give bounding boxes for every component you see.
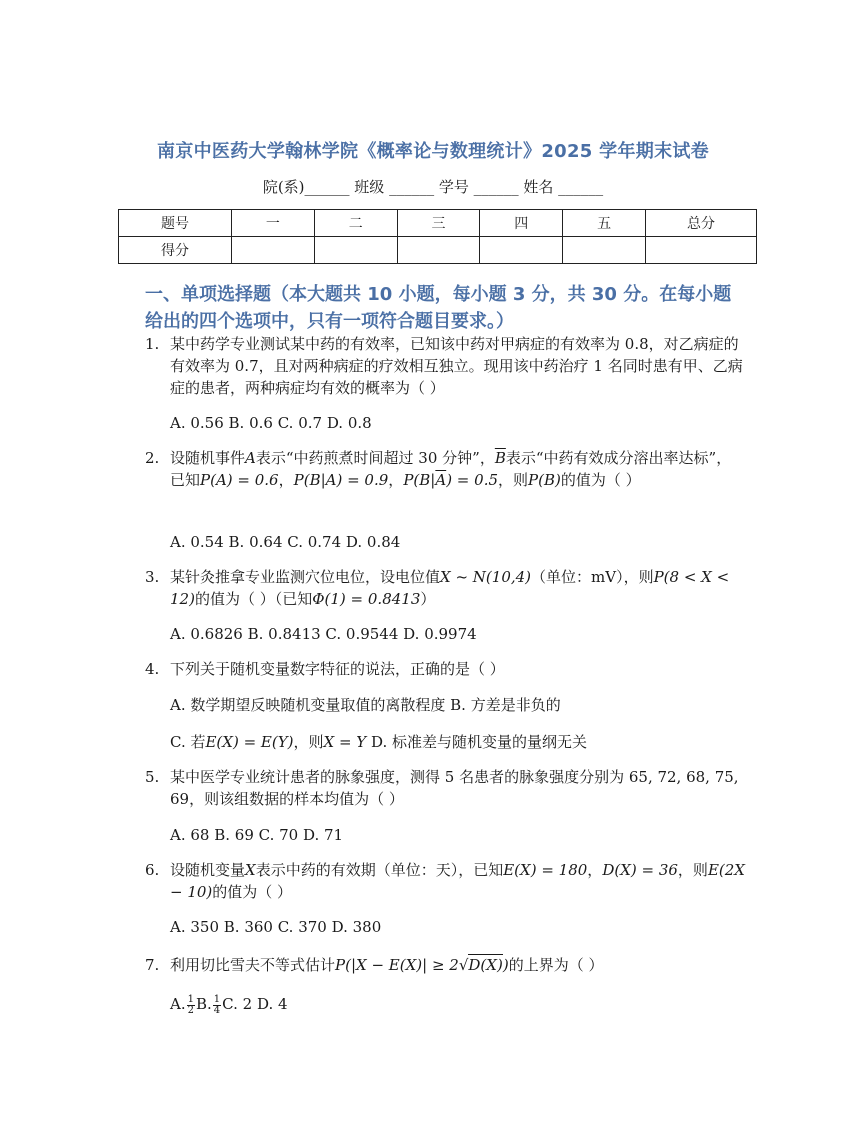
score-input-cell[interactable] (397, 237, 480, 264)
question-text: 某针灸推拿专业监测穴位电位，设电位值X ~ N(10,4)（单位：mV），则P(8 < X < 12)的值为（ ）（已知Φ(1) = 0.8413） (170, 568, 730, 608)
student-info-line (0, 176, 866, 197)
student-info-text: 院(系)______ 班级 ______ 学号 ______ 姓名 ______ (262, 178, 604, 196)
score-cell: 一 (232, 210, 315, 237)
score-cell: 四 (480, 210, 563, 237)
question-2 (145, 447, 745, 491)
question-5 (145, 766, 745, 810)
question-3 (145, 566, 745, 610)
score-table-header-row (119, 210, 757, 237)
question-7-options: A. $\frac{1}{2}$ B. $\frac{1}{4}$ C. 2 D. 4 (170, 993, 288, 1016)
score-table-score-row (119, 237, 757, 264)
score-cell: 二 (314, 210, 397, 237)
fraction-one-half: $\frac{1}{2}$ (187, 993, 194, 1016)
question-text: 设随机变量X表示中药的有效期（单位：天），已知E(X) = 180，D(X) = 36，则E(2X − 10)的值为（ ） (170, 861, 745, 901)
question-text: 某中医学专业统计患者的脉象强度，测得 5 名患者的脉象强度分别为 65, 72, 68, 75, 69，则该组数据的样本均值为（ ） (170, 768, 739, 808)
exam-title: 南京中医药大学翰林学院《概率论与数理统计》2025 学年期末试卷 (157, 141, 709, 162)
score-input-cell[interactable] (314, 237, 397, 264)
score-cell: 得分 (119, 237, 232, 264)
question-number: 5. (145, 768, 160, 786)
question-number: 2. (145, 449, 160, 467)
question-5-options: A. 68 B. 69 C. 70 D. 71 (170, 826, 344, 844)
fraction-one-quarter: $\frac{1}{4}$ (213, 993, 221, 1016)
score-cell: 题号 (119, 210, 232, 237)
score-cell: 三 (397, 210, 480, 237)
score-cell: 五 (563, 210, 646, 237)
question-7 (145, 954, 745, 976)
question-number: 6. (145, 861, 160, 879)
section-heading: 一、单项选择题（本大题共 10 小题，每小题 3 分，共 30 分。在每小题给出的四个选项中，只有一项符合题目要求。） (145, 284, 732, 332)
question-6-options: A. 350 B. 360 C. 370 D. 380 (170, 918, 382, 936)
question-number: 7. (145, 956, 160, 974)
question-text: 设随机事件A表示“中药煎煮时间超过 30 分钟”，$\overline{B}$表示“中药有效成分溶出率达标”，已知P(A) = 0.6，P(B|A) = 0.9，$P(B|\overline{A}) = 0.5$，则P(B)的值为（ ） (170, 449, 732, 489)
question-4-options-line1: A. 数学期望反映随机变量取值的离散程度 B. 方差是非负的 (170, 696, 561, 714)
score-table (118, 209, 757, 264)
score-input-cell[interactable] (563, 237, 646, 264)
score-input-cell[interactable] (646, 237, 757, 264)
question-text: 利用切比雪夫不等式估计P(|X − E(X)| ≥ 2√D(X))的上界为（ ） (170, 956, 604, 974)
question-text: 某中药学专业测试某中药的有效率，已知该中药对甲病症的有效率为 0.8，对乙病症的有效率为 0.7，且对两种病症的疗效相互独立。现用该中药治疗 1 名同时患有甲、乙病症的患者，两种病症均有效的概率为（ ） (170, 335, 743, 397)
score-input-cell[interactable] (480, 237, 563, 264)
question-number: 3. (145, 568, 160, 586)
question-2-options: A. 0.54 B. 0.64 C. 0.74 D. 0.84 (170, 533, 401, 551)
score-cell: 总分 (646, 210, 757, 237)
question-6 (145, 859, 745, 903)
question-1-options: A. 0.56 B. 0.6 C. 0.7 D. 0.8 (170, 414, 372, 432)
question-4 (145, 658, 745, 680)
question-1 (145, 333, 745, 399)
question-number: 4. (145, 660, 160, 678)
question-4-options-line2: C. 若E(X) = E(Y)，则X = Y D. 标准差与随机变量的量纲无关 (170, 733, 587, 751)
question-text: 下列关于随机变量数字特征的说法，正确的是（ ） (170, 660, 505, 678)
question-number: 1. (145, 335, 160, 353)
score-input-cell[interactable] (232, 237, 315, 264)
question-3-options: A. 0.6826 B. 0.8413 C. 0.9544 D. 0.9974 (170, 625, 477, 643)
